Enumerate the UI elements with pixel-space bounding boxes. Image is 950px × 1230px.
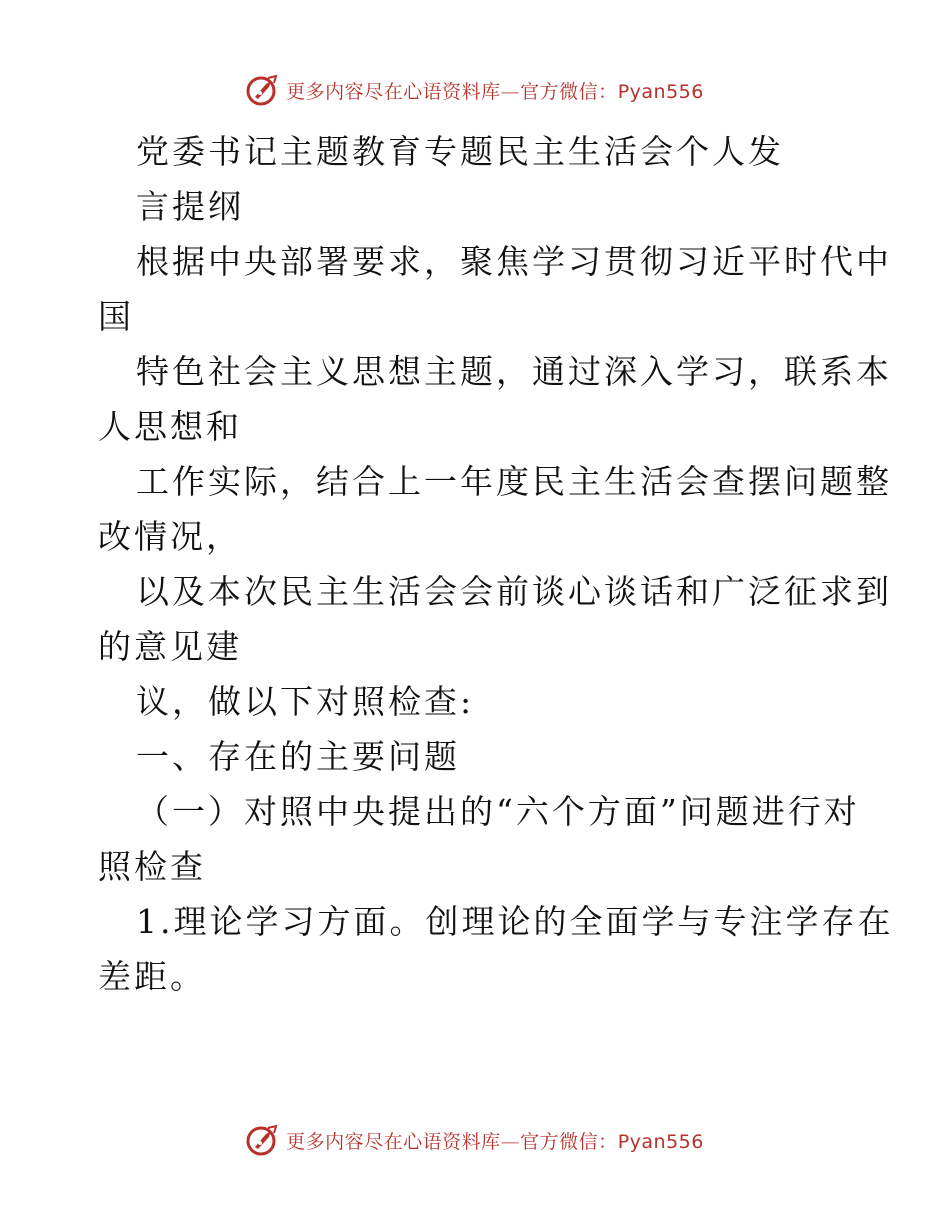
doc-paragraph-line: 议，做以下对照检查: [136,682,475,721]
header-banner-site: 更多内容尽在心语资料库 [286,80,501,103]
pen-nib-logo-icon [246,1123,280,1157]
header-banner-wechat-id: Pyan556 [617,80,704,103]
doc-paragraph-line: 国 [98,297,134,336]
pen-nib-logo-icon [246,73,280,107]
doc-paragraph-line: 的意见建 [98,627,242,666]
header-banner-wechat-label: 官方微信： [520,80,618,103]
doc-paragraph-line: 根据中央部署要求，聚焦学习贯彻习近平时代中 [136,242,892,281]
doc-title-line-2: 言提纲 [136,187,244,226]
footer-banner-wechat-label: 官方微信： [520,1130,618,1153]
subsection-heading-line-2: 照检查 [98,847,206,886]
footer-banner-separator: — [500,1130,521,1153]
footer-banner-text [286,1127,704,1154]
doc-paragraph-line: 工作实际，结合上一年度民主生活会查摆问题整 [136,462,892,501]
doc-paragraph-line: 特色社会主义思想主题，通过深入学习，联系本 [136,352,892,391]
doc-paragraph-line: 以及本次民主生活会会前谈心谈话和广泛征求到 [136,572,892,611]
section-heading: 一、存在的主要问题 [136,737,460,776]
footer-banner [0,1120,950,1160]
header-banner [0,70,950,110]
subsection-heading-line-1: （一）对照中央提出的“六个方面”问题进行对 [136,792,860,831]
doc-paragraph-line: 1.理论学习方面。创理论的全面学与专注学存在 [136,902,894,941]
doc-title-line-1: 党委书记主题教育专题民主生活会个人发 [136,132,784,171]
doc-paragraph-line: 改情况， [98,517,242,556]
doc-paragraph-line: 人思想和 [98,407,242,446]
doc-paragraph-line: 差距。 [98,957,206,996]
footer-banner-wechat-id: Pyan556 [617,1130,704,1153]
footer-banner-site: 更多内容尽在心语资料库 [286,1130,501,1153]
document-body [98,124,894,1004]
header-banner-text [286,77,704,104]
header-banner-separator: — [500,80,521,103]
